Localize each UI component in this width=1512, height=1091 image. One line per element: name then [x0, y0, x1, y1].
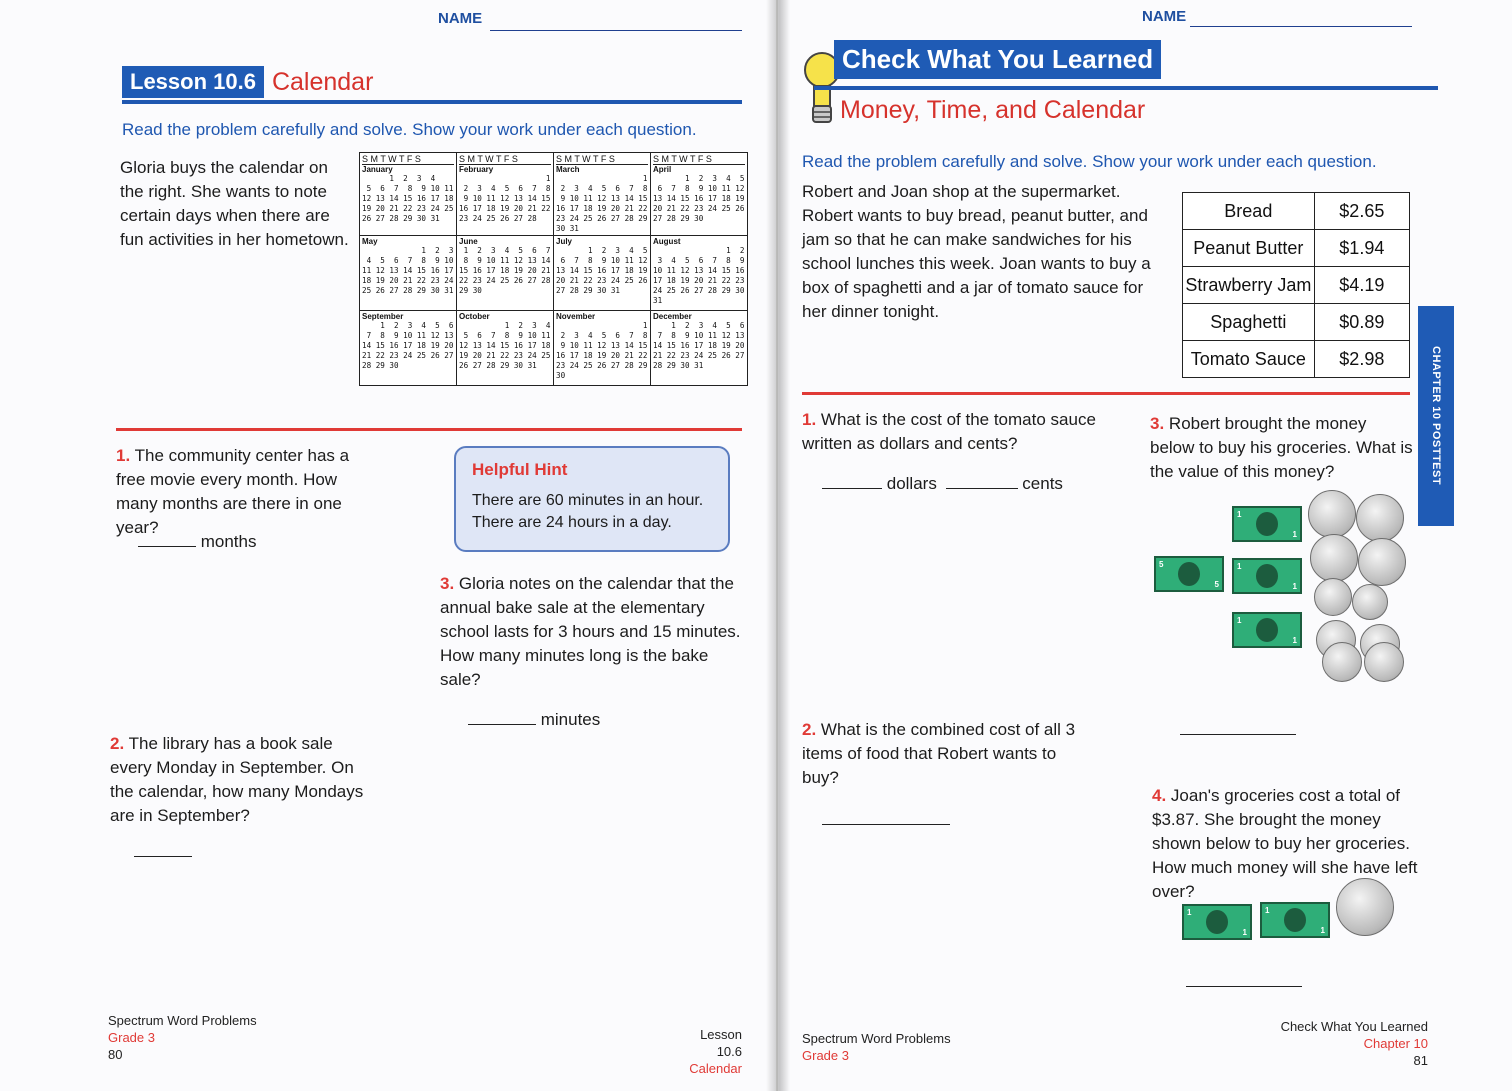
chapter-tab: CHAPTER 10 POSTTEST	[1418, 306, 1454, 526]
week-row: 9 10 11 12 13 14 15	[459, 194, 551, 203]
footer-chapter: Chapter 10	[1363, 1036, 1428, 1051]
week-row: 28 29 30	[362, 361, 399, 370]
week-row: 8 9 10 11 12 13 14	[459, 256, 551, 265]
week-row: 27 28 29 30 31	[556, 286, 621, 295]
month-name: June	[459, 237, 478, 246]
footer-right	[1278, 1018, 1428, 1069]
week-row: 20 21 22 23 24 25 26	[653, 204, 745, 213]
answer-blank[interactable]	[468, 710, 536, 725]
question-3	[440, 572, 742, 692]
calendar-month	[651, 236, 748, 311]
week-row: 29 30	[459, 286, 482, 295]
week-row: 23 24 25 26 27 28	[459, 214, 537, 223]
section-rule	[802, 392, 1410, 395]
day-of-week-header: S M T W T F S	[459, 154, 551, 165]
week-row: 1 2 3 4	[459, 321, 551, 330]
week-row: 6 7 8 9 10 11 12	[556, 256, 648, 265]
quarter-icon	[1356, 494, 1404, 542]
answer-1	[822, 472, 1063, 496]
item-name: Bread	[1183, 193, 1315, 230]
month-name: October	[459, 312, 490, 321]
question-text: Gloria notes on the calendar that the annual bake sale at the elementary school lasts for 3 hours and 15 minutes. How many minutes long is the bake sale?	[440, 574, 741, 689]
question-number: 1.	[802, 410, 817, 429]
dime-icon	[1314, 578, 1352, 616]
helpful-hint-box	[454, 446, 730, 552]
question-2	[110, 732, 378, 828]
week-row: 13 14 15 16 17 18 19	[556, 266, 648, 275]
week-row: 19 20 21 22 23 24 25	[459, 351, 551, 360]
week-row: 12 13 14 15 16 17 18	[459, 341, 551, 350]
week-row: 26 27 28 29 30 31	[459, 361, 537, 370]
week-row: 1 2 3 4 5	[556, 246, 648, 255]
week-row: 31	[653, 296, 663, 305]
header-rule	[814, 86, 1438, 90]
week-row: 11 12 13 14 15 16 17	[362, 266, 454, 275]
price-row	[1183, 230, 1410, 267]
calendar-month	[360, 153, 457, 236]
week-row: 1 2 3 4 5 6	[362, 321, 454, 330]
page-number: 81	[1413, 1053, 1428, 1068]
calendar-month	[457, 236, 554, 311]
month-name: April	[653, 165, 672, 174]
week-row: 2 3 4 5 6 7 8	[459, 184, 551, 193]
lesson-label: Lesson 10.6	[122, 66, 264, 98]
question-text: Joan's groceries cost a total of $3.87. She brought the money shown below to buy her groceries. How much money will she have left over?	[1152, 786, 1418, 901]
week-row: 21 22 23 24 25 26 27	[653, 351, 745, 360]
month-name: January	[362, 165, 393, 174]
dollars-blank[interactable]	[822, 474, 882, 489]
quarter-icon	[1308, 490, 1356, 538]
footer-right	[676, 1026, 742, 1077]
answer-line-3[interactable]	[1180, 734, 1296, 735]
week-row: 25 26 27 28 29 30 31	[362, 286, 454, 295]
footer-title: Check What You Learned	[1280, 1019, 1428, 1034]
month-name: February	[459, 165, 494, 174]
week-row: 30	[556, 371, 566, 380]
week-row: 21 22 23 24 25 26 27	[362, 351, 454, 360]
item-price: $2.65	[1314, 193, 1409, 230]
question-1	[116, 444, 376, 540]
half-dollar-icon	[1336, 878, 1394, 936]
question-number: 3.	[440, 574, 455, 593]
week-row: 1 2	[653, 246, 745, 255]
answer-1	[138, 530, 256, 554]
question-3	[1150, 412, 1414, 484]
week-row: 23 24 25 26 27 28 29	[556, 361, 648, 370]
week-row: 1 2 3 4 5 6 7	[459, 246, 551, 255]
week-row: 12 13 14 15 16 17 18	[362, 194, 454, 203]
item-price: $2.98	[1314, 341, 1409, 378]
month-name: July	[556, 237, 573, 246]
check-banner: Check What You Learned	[834, 40, 1161, 79]
item-price: $1.94	[1314, 230, 1409, 267]
week-row: 16 17 18 19 20 21 22	[556, 351, 648, 360]
week-row: 19 20 21 22 23 24 25	[362, 204, 454, 213]
price-table	[1182, 192, 1410, 378]
instructions: Read the problem carefully and solve. Show your work under each question.	[802, 152, 1377, 171]
answer-line-4[interactable]	[1186, 986, 1302, 987]
calendar-month	[651, 153, 748, 236]
dollar-bill-icon: 1 1	[1182, 904, 1252, 940]
item-name: Tomato Sauce	[1183, 341, 1315, 378]
month-name: December	[653, 312, 692, 321]
week-row: 3 4 5 6 7 8 9	[653, 256, 745, 265]
week-row: 1 2 3 4	[362, 174, 436, 183]
answer-3	[468, 708, 600, 732]
calendar-month	[651, 311, 748, 386]
quarter-icon	[1358, 538, 1406, 586]
footer-lesson: Lesson 10.6	[700, 1027, 742, 1059]
day-of-week-header: S M T W T F S	[556, 154, 648, 165]
price-row	[1183, 193, 1410, 230]
week-row: 1 2 3 4 5 6	[653, 321, 745, 330]
name-label: NAME	[1142, 8, 1187, 25]
week-row: 23 24 25 26 27 28 29	[556, 214, 648, 223]
week-row: 5 6 7 8 9 10 11	[362, 184, 454, 193]
item-name: Peanut Butter	[1183, 230, 1315, 267]
question-number: 4.	[1152, 786, 1167, 805]
week-row: 1 2 3 4 5	[653, 174, 745, 183]
hint-line-2: There are 24 hours in a day.	[472, 514, 672, 531]
week-row: 10 11 12 13 14 15 16	[653, 266, 745, 275]
month-name: March	[556, 165, 580, 174]
money-group-q3	[1150, 490, 1430, 690]
item-price: $4.19	[1314, 267, 1409, 304]
week-row: 5 6 7 8 9 10 11	[459, 331, 551, 340]
book-title: Spectrum Word Problems	[108, 1013, 257, 1028]
week-row: 9 10 11 12 13 14 15	[556, 194, 648, 203]
week-row: 15 16 17 18 19 20 21	[459, 266, 551, 275]
nickel-icon	[1364, 642, 1404, 682]
month-name: September	[362, 312, 404, 321]
dollar-bill-icon: 1 1	[1232, 506, 1302, 542]
question-text: What is the cost of the tomato sauce written as dollars and cents?	[802, 410, 1096, 453]
day-of-week-header: S M T W T F S	[362, 154, 454, 165]
hint-line-1: There are 60 minutes in an hour.	[472, 492, 704, 509]
calendar-grid	[359, 152, 748, 386]
cents-unit: cents	[1022, 474, 1063, 493]
book-title: Spectrum Word Problems	[802, 1031, 951, 1046]
calendar-month	[554, 311, 651, 386]
grade-label: Grade 3	[108, 1030, 155, 1045]
question-number: 1.	[116, 446, 131, 465]
question-text: The library has a book sale every Monday in September. On the calendar, how many Mondays are in September?	[110, 734, 364, 825]
dollar-bill-icon: 1 1	[1260, 902, 1330, 938]
week-row: 27 28 29 30	[653, 214, 704, 223]
five-dollar-bill-icon: 5 5	[1154, 556, 1224, 592]
week-row: 14 15 16 17 18 19 20	[653, 341, 745, 350]
money-group-q4	[1180, 876, 1400, 956]
question-number: 2.	[802, 720, 817, 739]
right-page	[778, 0, 1512, 1091]
calendar-month	[457, 311, 554, 386]
grade-label: Grade 3	[802, 1048, 849, 1063]
week-row: 2 3 4 5 6 7 8	[556, 184, 648, 193]
week-row: 30 31	[556, 224, 579, 233]
answer-unit: minutes	[540, 710, 601, 729]
week-row: 1 2 3	[362, 246, 454, 255]
question-2	[802, 718, 1092, 790]
week-row: 1	[556, 321, 648, 330]
week-row: 1	[556, 174, 648, 183]
answer-blank[interactable]	[138, 532, 196, 547]
week-row: 4 5 6 7 8 9 10	[362, 256, 454, 265]
lesson-header	[122, 66, 373, 98]
footer-left	[802, 1030, 951, 1064]
week-row: 16 17 18 19 20 21 22	[556, 204, 648, 213]
week-row: 20 21 22 23 24 25 26	[556, 276, 648, 285]
calendar-month	[360, 311, 457, 386]
item-name: Spaghetti	[1183, 304, 1315, 341]
week-row: 24 25 26 27 28 29 30	[653, 286, 745, 295]
week-row: 1	[459, 174, 551, 183]
dollar-bill-icon: 1 1	[1232, 558, 1302, 594]
week-row: 7 8 9 10 11 12 13	[362, 331, 454, 340]
week-row: 28 29 30 31	[653, 361, 704, 370]
week-row: 14 15 16 17 18 19 20	[362, 341, 454, 350]
answer-line-2[interactable]	[822, 824, 950, 825]
nickel-icon	[1322, 642, 1362, 682]
calendar-month	[554, 153, 651, 236]
item-price: $0.89	[1314, 304, 1409, 341]
dime-icon	[1352, 584, 1388, 620]
calendar-month	[554, 236, 651, 311]
name-line	[490, 30, 742, 31]
week-row: 18 19 20 21 22 23 24	[362, 276, 454, 285]
day-of-week-header: S M T W T F S	[653, 154, 745, 165]
footer-left	[108, 1012, 257, 1063]
calendar-month	[457, 153, 554, 236]
week-row: 6 7 8 9 10 11 12	[653, 184, 745, 193]
answer-unit: months	[200, 532, 257, 551]
question-text: Robert brought the money below to buy his groceries. What is the value of this money?	[1150, 414, 1413, 481]
week-row: 16 17 18 19 20 21 22	[459, 204, 551, 213]
month-name: August	[653, 237, 681, 246]
question-text: What is the combined cost of all 3 items of food that Robert wants to buy?	[802, 720, 1076, 787]
answer-line-2[interactable]	[134, 856, 192, 857]
hint-title: Helpful Hint	[472, 460, 568, 479]
week-row: 7 8 9 10 11 12 13	[653, 331, 745, 340]
week-row: 9 10 11 12 13 14 15	[556, 341, 648, 350]
intro-text: Robert and Joan shop at the supermarket. Robert wants to buy bread, peanut butter, and jam so that he can make sandwiches for his school lunches this week. Joan wants to buy a box of spaghetti and a jar of tomato sauce for her dinner tonight.	[802, 182, 1151, 321]
month-name: May	[362, 237, 378, 246]
week-row: 17 18 19 20 21 22 23	[653, 276, 745, 285]
item-name: Strawberry Jam	[1183, 267, 1315, 304]
name-line	[1190, 26, 1412, 27]
question-number: 2.	[110, 734, 125, 753]
month-name: November	[556, 312, 596, 321]
question-1	[802, 408, 1098, 456]
quarter-icon	[1310, 534, 1358, 582]
intro-text: Gloria buys the calendar on the right. She wants to note certain days when there are fun activities in her hometown.	[120, 158, 349, 249]
week-row: 26 27 28 29 30 31	[362, 214, 440, 223]
footer-title: Calendar	[689, 1061, 742, 1076]
price-row	[1183, 267, 1410, 304]
page-number: 80	[108, 1047, 123, 1062]
price-row	[1183, 304, 1410, 341]
name-label: NAME	[438, 10, 483, 27]
dollar-bill-icon: 1 1	[1232, 612, 1302, 648]
week-row: 22 23 24 25 26 27 28	[459, 276, 551, 285]
dollars-unit: dollars	[886, 474, 937, 493]
price-row	[1183, 341, 1410, 378]
week-row: 13 14 15 16 17 18 19	[653, 194, 745, 203]
week-row: 2 3 4 5 6 7 8	[556, 331, 648, 340]
subtitle: Money, Time, and Calendar	[840, 96, 1146, 124]
cents-blank[interactable]	[946, 474, 1018, 489]
question-text: The community center has a free movie every month. How many months are there in one year?	[116, 446, 350, 537]
header-rule	[122, 100, 742, 104]
instructions: Read the problem carefully and solve. Show your work under each question.	[122, 120, 697, 139]
section-rule	[116, 428, 742, 431]
question-number: 3.	[1150, 414, 1165, 433]
calendar-month	[360, 236, 457, 311]
lesson-title: Calendar	[271, 67, 374, 96]
